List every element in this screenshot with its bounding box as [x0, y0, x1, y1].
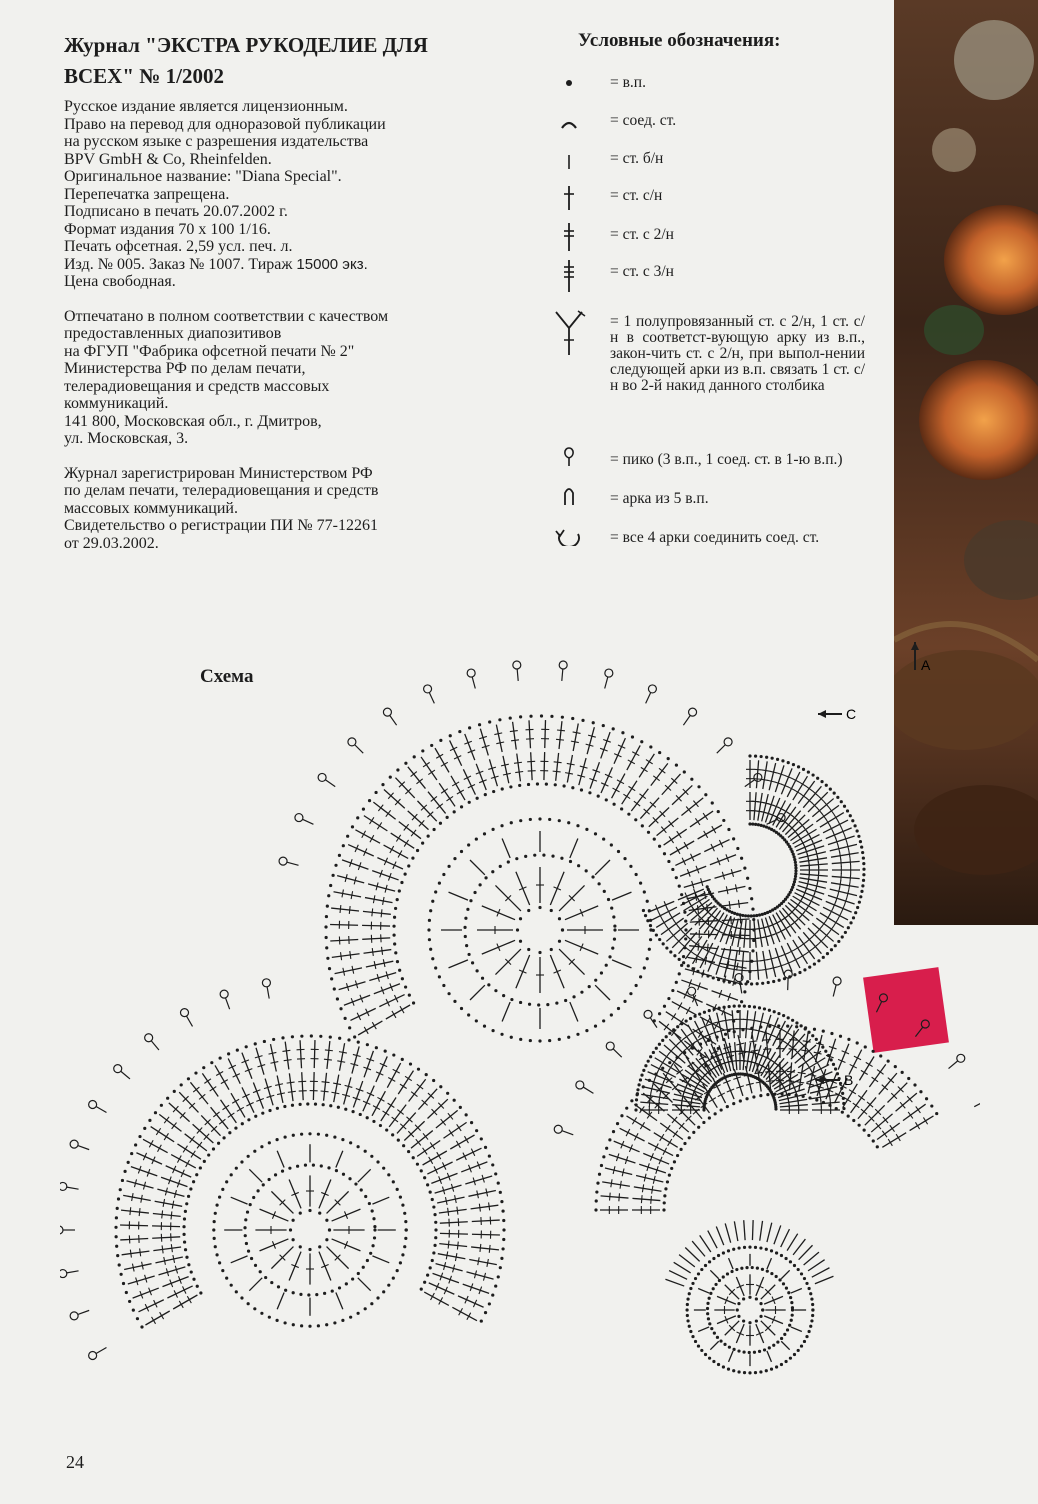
- imprint-line: Оригинальное название: "Diana Special".: [64, 168, 342, 185]
- order-line: [64, 256, 474, 274]
- legend-item: [548, 221, 878, 255]
- imprint-line: Формат издания 70 х 100 1/16.: [64, 220, 271, 238]
- legend-item-text: = ст. с 2/н: [610, 226, 674, 243]
- split-stitch-icon: [548, 308, 590, 358]
- legend-item-text: = пико (3 в.п., 1 соед. ст. в 1-ю в.п.): [610, 451, 843, 468]
- legend-item: [548, 308, 878, 443]
- arrow-label-c: C: [846, 706, 857, 722]
- imprint-title-line-1: Журнал "ЭКСТРА РУКОДЕЛИЕ ДЛЯ: [64, 33, 428, 57]
- imprint-line: коммуникаций.: [64, 395, 169, 412]
- legend-item: [548, 258, 878, 296]
- legend-item-text: = ст. с/н: [610, 187, 663, 204]
- imprint-column: [64, 30, 474, 552]
- imprint-line: Перепечатка запрещена.: [64, 185, 230, 203]
- imprint-line: Журнал зарегистрирован Министерством РФ: [64, 464, 373, 482]
- page-number: 24: [66, 1452, 84, 1472]
- imprint-line: Печать офсетная. 2,59 усл. печ. л.: [64, 238, 293, 255]
- slip-stitch-arc-icon: [548, 118, 590, 130]
- imprint-block-2: [64, 308, 474, 448]
- imprint-line: Русское издание является лицензионным.: [64, 98, 348, 115]
- legend-item-text: = в.п.: [610, 74, 646, 91]
- imprint-line: Подписано в печать 20.07.2002 г.: [64, 203, 288, 220]
- legend-item: [548, 148, 878, 172]
- imprint-line: BPV GmbH & Co, Rheinfelden.: [64, 150, 272, 168]
- imprint-block-3: [64, 465, 474, 553]
- imprint-line: ул. Московская, 3.: [64, 430, 189, 447]
- legend-item: [548, 446, 878, 486]
- legend-item-text: = 1 полупровязанный ст. с 2/н, 1 ст. с/н в соответст-вующую арку из в.п., закон-чить ст. с 2/н, при выпол-нении следующей арки из в.п. связать 1 ст. с/н во 2-й накид данного столбика: [610, 313, 865, 394]
- imprint-line: Отпечатано в полном соответствии с качеством: [64, 307, 389, 325]
- imprint-title-line-2: ВСЕХ" № 1/2002: [64, 64, 224, 88]
- imprint-line: телерадиовещания и средств массовых: [64, 377, 330, 395]
- imprint-line: предоставленных диапозитивов: [64, 325, 282, 342]
- imprint-line: Право на перевод для одноразовой публикации: [64, 115, 386, 133]
- imprint-line: по делам печати, телерадиовещания и средств: [64, 482, 379, 499]
- print-run-unit: экз.: [338, 255, 368, 273]
- legend-item-text: = ст. с 3/н: [610, 263, 674, 280]
- legend-item: [548, 184, 878, 214]
- arrow-label-a: A: [921, 657, 931, 673]
- imprint-block-1: [64, 98, 474, 291]
- imprint-line: на ФГУП "Фабрика офсетной печати № 2": [64, 342, 355, 360]
- picot-icon: [548, 446, 590, 468]
- join-arches-icon: [548, 524, 590, 546]
- diagram-title: Схема: [200, 666, 254, 687]
- legend-title: Условные обозначения:: [578, 30, 781, 51]
- arrow-label-b: B: [844, 1072, 854, 1088]
- imprint-line: 141 800, Московская обл., г. Дмитров,: [64, 412, 322, 430]
- imprint-line: на русском языке с разрешения издательства: [64, 133, 369, 150]
- single-crochet-icon: [548, 152, 590, 172]
- crochet-diagram: [60, 610, 980, 1440]
- imprint-line: массовых коммуникаций.: [64, 499, 238, 517]
- arrow-b: [816, 1072, 853, 1088]
- double-crochet-icon: [548, 184, 590, 212]
- legend-item: [548, 72, 878, 96]
- print-run: 15000: [296, 255, 339, 273]
- arrow-a: [911, 642, 931, 1440]
- legend-item: [548, 524, 878, 568]
- arch-icon: [548, 485, 590, 507]
- price-line: Цена свободная.: [64, 273, 176, 290]
- imprint-line: Министерства РФ по делам печати,: [64, 360, 306, 377]
- imprint-line: Свидетельство о регистрации ПИ № 77-12261: [64, 517, 378, 534]
- legend-item-text: = арка из 5 в.п.: [610, 490, 709, 507]
- legend-item-text: = все 4 арки соединить соед. ст.: [610, 529, 820, 546]
- imprint-title: [64, 30, 474, 92]
- legend-item-text: = соед. ст.: [610, 112, 677, 129]
- imprint-line: от 29.03.2002.: [64, 534, 159, 552]
- order-text: Изд. № 005. Заказ № 1007. Тираж: [64, 255, 297, 273]
- arrow-c: [818, 706, 856, 722]
- legend-item: [548, 485, 878, 515]
- chain-stitch-dot-icon: [548, 78, 590, 88]
- legend-item-text: = ст. б/н: [610, 150, 664, 167]
- treble-crochet-icon: [548, 221, 590, 253]
- double-treble-icon: [548, 258, 590, 294]
- legend-item: [548, 110, 878, 134]
